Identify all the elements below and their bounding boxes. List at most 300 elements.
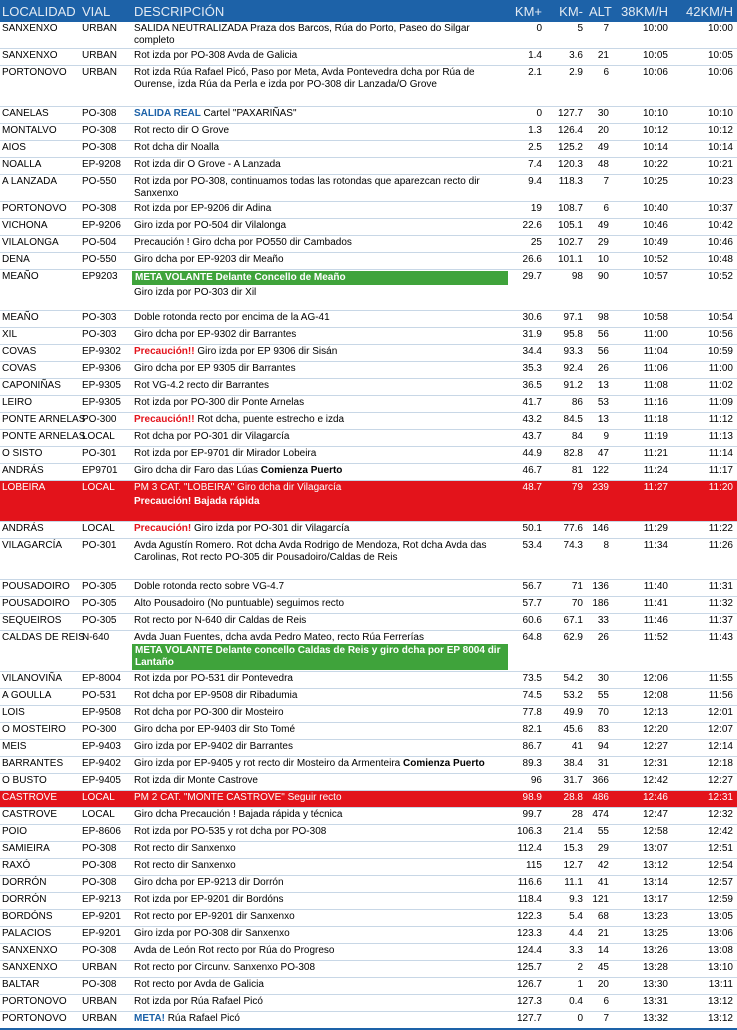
cell-localidad: PORTONOVO (0, 66, 80, 107)
description-text: META! (134, 1013, 168, 1024)
cell-localidad: PORTONOVO (0, 202, 80, 219)
cell-localidad: MEIS (0, 740, 80, 757)
cell-km-minus: 84 (546, 430, 587, 447)
cell-descripcion (132, 236, 508, 253)
description-text: Giro dcha por EP 9305 dir Barrantes (134, 363, 296, 374)
cell-km-minus: 118.3 (546, 175, 587, 202)
cell-42kmh: 12:18 (672, 757, 737, 774)
cell-descripcion (132, 995, 508, 1012)
cell-42kmh: 11:55 (672, 672, 737, 689)
cell-42kmh: 10:37 (672, 202, 737, 219)
description-text: Giro dcha por EP-9203 dir Meaño (134, 254, 284, 265)
cell-alt: 26 (587, 362, 615, 379)
cell-localidad: BORDÓNS (0, 910, 80, 927)
cell-38kmh: 13:14 (615, 876, 672, 893)
cell-38kmh: 11:52 (615, 631, 672, 672)
cell-42kmh: 10:59 (672, 345, 737, 362)
description-text: PM 3 CAT. "LOBEIRA" Giro dcha dir Vilagarcía (134, 482, 342, 493)
description-text: Rot izda Rúa Rafael Picó, Paso por Meta, Avda Pontevedra dcha por Rúa de Ourense, izda Rúa da Perla e izda por PO-308 dir Lanzada/O Grove (134, 67, 475, 90)
cell-km-minus: 98 (546, 270, 587, 311)
description-text: Giro izda por PO-301 dir Vilagarcía (194, 523, 350, 534)
cell-localidad: LOIS (0, 706, 80, 723)
cell-38kmh: 10:58 (615, 311, 672, 328)
cell-alt: 33 (587, 614, 615, 631)
cell-localidad: PONTE ARNELAS (0, 430, 80, 447)
table-row (0, 107, 737, 124)
cell-vial: EP-9305 (80, 396, 132, 413)
header-38kmh: 38KM/H (615, 0, 672, 22)
description-text: Rúa Rafael Picó (167, 1013, 240, 1024)
table-row (0, 740, 737, 757)
description-text: PM 2 CAT. "MONTE CASTROVE" Seguir recto (134, 792, 342, 803)
table-row (0, 124, 737, 141)
cell-alt: 31 (587, 757, 615, 774)
cell-vial: EP-9306 (80, 362, 132, 379)
cell-localidad: COVAS (0, 345, 80, 362)
cell-km-plus: 60.6 (508, 614, 546, 631)
cell-vial: PO-308 (80, 124, 132, 141)
cell-km-minus: 9.3 (546, 893, 587, 910)
meta-volante-banner: META VOLANTE Delante concello Caldas de Reis y giro dcha por EP 8004 dir Lantaño (132, 644, 508, 670)
cell-localidad: DENA (0, 253, 80, 270)
cell-km-plus: 50.1 (508, 522, 546, 539)
cell-alt: 6 (587, 66, 615, 107)
cell-alt: 13 (587, 379, 615, 396)
cell-descripcion (132, 311, 508, 328)
cell-localidad: CAPONIÑAS (0, 379, 80, 396)
cell-vial: PO-308 (80, 978, 132, 995)
cell-42kmh: 12:31 (672, 791, 737, 808)
cell-km-minus: 31.7 (546, 774, 587, 791)
cell-descripcion (132, 978, 508, 995)
cell-vial: URBAN (80, 1012, 132, 1030)
cell-42kmh: 12:01 (672, 706, 737, 723)
cell-km-minus: 82.8 (546, 447, 587, 464)
table-row (0, 631, 737, 672)
description-text: Alto Pousadoiro (No puntuable) seguimos recto (134, 598, 345, 609)
cell-vial: PO-301 (80, 539, 132, 580)
cell-localidad: POUSADOIRO (0, 597, 80, 614)
meta-volante-banner: META VOLANTE Delante Concello de Meaño (132, 271, 508, 285)
cell-42kmh: 12:59 (672, 893, 737, 910)
cell-descripcion (132, 328, 508, 345)
cell-alt: 48 (587, 158, 615, 175)
description-text: Rot izda dir O Grove - A Lanzada (134, 159, 281, 170)
cell-38kmh: 13:17 (615, 893, 672, 910)
cell-vial: PO-308 (80, 859, 132, 876)
cell-38kmh: 12:42 (615, 774, 672, 791)
cell-descripcion (132, 859, 508, 876)
cell-km-minus: 28.8 (546, 791, 587, 808)
table-row (0, 757, 737, 774)
cell-38kmh: 10:14 (615, 141, 672, 158)
cell-km-plus: 0 (508, 107, 546, 124)
cell-localidad: ANDRÁS (0, 522, 80, 539)
cell-alt: 146 (587, 522, 615, 539)
table-row (0, 580, 737, 597)
cell-42kmh: 13:12 (672, 1012, 737, 1030)
table-row (0, 961, 737, 978)
cell-localidad: NOALLA (0, 158, 80, 175)
cell-km-plus: 115 (508, 859, 546, 876)
cell-vial: PO-303 (80, 311, 132, 328)
cell-descripcion (132, 757, 508, 774)
description-text: Rot recto por Avda de Galicia (134, 979, 264, 990)
cell-38kmh: 10:40 (615, 202, 672, 219)
description-text: Comienza Puerto (403, 758, 485, 769)
cell-38kmh: 13:23 (615, 910, 672, 927)
cell-km-plus: 98.9 (508, 791, 546, 808)
cell-descripcion (132, 597, 508, 614)
cell-alt: 121 (587, 893, 615, 910)
cell-localidad: POIO (0, 825, 80, 842)
cell-localidad: ANDRÁS (0, 464, 80, 481)
description-text: Rot VG-4.2 recto dir Barrantes (134, 380, 270, 391)
cell-descripcion (132, 893, 508, 910)
cell-localidad: SAMIEIRA (0, 842, 80, 859)
table-row (0, 464, 737, 481)
description-text: Rot izda por PO-308, continuamos todas las rotondas que aparezcan recto dir Sanxenxo (134, 176, 480, 199)
cell-42kmh: 11:37 (672, 614, 737, 631)
cell-descripcion (132, 396, 508, 413)
cell-descripcion (132, 910, 508, 927)
table-row (0, 270, 737, 311)
cell-42kmh: 13:11 (672, 978, 737, 995)
cell-42kmh: 13:12 (672, 995, 737, 1012)
cell-alt: 21 (587, 927, 615, 944)
cell-vial: EP9203 (80, 270, 132, 311)
cell-km-plus: 22.6 (508, 219, 546, 236)
table-row (0, 345, 737, 362)
cell-km-minus: 3.3 (546, 944, 587, 961)
header-km-minus: KM- (546, 0, 587, 22)
cell-descripcion (132, 464, 508, 481)
cell-km-minus: 77.6 (546, 522, 587, 539)
cell-vial: LOCAL (80, 791, 132, 808)
cell-km-plus: 29.7 (508, 270, 546, 311)
cell-descripcion (132, 447, 508, 464)
cell-38kmh: 11:16 (615, 396, 672, 413)
cell-km-plus: 1.3 (508, 124, 546, 141)
cell-42kmh: 11:22 (672, 522, 737, 539)
table-row (0, 413, 737, 430)
cell-alt: 7 (587, 175, 615, 202)
cell-42kmh: 11:31 (672, 580, 737, 597)
cell-descripcion (132, 631, 508, 672)
cell-descripcion (132, 614, 508, 631)
table-row (0, 253, 737, 270)
cell-38kmh: 13:32 (615, 1012, 672, 1030)
table-row (0, 689, 737, 706)
cell-localidad: O BUSTO (0, 774, 80, 791)
cell-localidad: BARRANTES (0, 757, 80, 774)
cell-km-minus: 12.7 (546, 859, 587, 876)
cell-vial: PO-308 (80, 141, 132, 158)
cell-km-plus: 2.1 (508, 66, 546, 107)
cell-km-minus: 120.3 (546, 158, 587, 175)
cell-42kmh: 10:48 (672, 253, 737, 270)
cell-vial: EP-8004 (80, 672, 132, 689)
cell-alt: 49 (587, 141, 615, 158)
cell-km-minus: 38.4 (546, 757, 587, 774)
header-vial: VIAL (80, 0, 132, 22)
cell-38kmh: 11:00 (615, 328, 672, 345)
cell-alt: 94 (587, 740, 615, 757)
cell-alt: 98 (587, 311, 615, 328)
header-42kmh: 42KM/H (672, 0, 737, 22)
cell-42kmh: 10:21 (672, 158, 737, 175)
cell-localidad: SANXENXO (0, 944, 80, 961)
description-text: Doble rotonda recto por encima de la AG-41 (134, 312, 330, 323)
table-row (0, 808, 737, 825)
description-text: Avda de León Rot recto por Rúa do Progreso (134, 945, 335, 956)
cell-38kmh: 13:07 (615, 842, 672, 859)
cell-alt: 42 (587, 859, 615, 876)
cell-42kmh: 13:06 (672, 927, 737, 944)
cell-38kmh: 11:24 (615, 464, 672, 481)
cell-alt: 21 (587, 49, 615, 66)
cell-km-plus: 44.9 (508, 447, 546, 464)
cell-38kmh: 12:46 (615, 791, 672, 808)
cell-km-plus: 53.4 (508, 539, 546, 580)
cell-alt: 14 (587, 944, 615, 961)
cell-alt: 8 (587, 539, 615, 580)
cell-descripcion (132, 66, 508, 107)
cell-42kmh: 11:13 (672, 430, 737, 447)
table-row (0, 311, 737, 328)
cell-descripcion (132, 774, 508, 791)
description-text: Precaución! (134, 523, 195, 534)
cell-descripcion (132, 961, 508, 978)
cell-vial: EP-9305 (80, 379, 132, 396)
cell-vial: LOCAL (80, 522, 132, 539)
cell-descripcion (132, 270, 508, 311)
cell-42kmh: 10:06 (672, 66, 737, 107)
header-km-plus: KM+ (508, 0, 546, 22)
cell-alt: 83 (587, 723, 615, 740)
cell-localidad: O MOSTEIRO (0, 723, 80, 740)
cell-vial: PO-308 (80, 842, 132, 859)
cell-42kmh: 13:10 (672, 961, 737, 978)
cell-km-plus: 99.7 (508, 808, 546, 825)
cell-38kmh: 11:27 (615, 481, 672, 522)
table-row (0, 825, 737, 842)
cell-alt: 136 (587, 580, 615, 597)
cell-38kmh: 12:27 (615, 740, 672, 757)
cell-km-plus: 1.4 (508, 49, 546, 66)
cell-vial: PO-305 (80, 614, 132, 631)
cell-km-minus: 126.4 (546, 124, 587, 141)
cell-km-minus: 70 (546, 597, 587, 614)
cell-alt: 26 (587, 631, 615, 672)
cell-km-plus: 64.8 (508, 631, 546, 672)
cell-42kmh: 10:23 (672, 175, 737, 202)
table-row (0, 614, 737, 631)
cell-42kmh: 12:54 (672, 859, 737, 876)
table-row (0, 978, 737, 995)
cell-km-minus: 81 (546, 464, 587, 481)
cell-descripcion (132, 723, 508, 740)
cell-vial: LOCAL (80, 808, 132, 825)
cell-km-minus: 125.2 (546, 141, 587, 158)
cell-38kmh: 11:40 (615, 580, 672, 597)
table-row (0, 1012, 737, 1030)
cell-localidad: CASTROVE (0, 808, 80, 825)
cell-km-plus: 112.4 (508, 842, 546, 859)
cell-alt: 486 (587, 791, 615, 808)
cell-localidad: VILAGARCÍA (0, 539, 80, 580)
cell-km-minus: 105.1 (546, 219, 587, 236)
cell-descripcion (132, 706, 508, 723)
cell-alt: 20 (587, 978, 615, 995)
cell-alt: 20 (587, 124, 615, 141)
cell-descripcion (132, 107, 508, 124)
cell-38kmh: 12:13 (615, 706, 672, 723)
cell-localidad: VILALONGA (0, 236, 80, 253)
cell-descripcion (132, 253, 508, 270)
cell-vial: LOCAL (80, 430, 132, 447)
cell-42kmh: 10:56 (672, 328, 737, 345)
cell-alt: 10 (587, 253, 615, 270)
cell-42kmh: 10:14 (672, 141, 737, 158)
cell-descripcion (132, 158, 508, 175)
cell-vial: PO-308 (80, 107, 132, 124)
table-row (0, 791, 737, 808)
cell-descripcion (132, 539, 508, 580)
cell-km-plus: 26.6 (508, 253, 546, 270)
description-text: SALIDA NEUTRALIZADA Praza dos Barcos, Rúa do Porto, Paseo do Silgar completo (134, 23, 470, 46)
cell-vial: EP-9508 (80, 706, 132, 723)
cell-km-plus: 7.4 (508, 158, 546, 175)
header-alt: ALT (587, 0, 615, 22)
cell-42kmh: 10:05 (672, 49, 737, 66)
table-row (0, 219, 737, 236)
cell-km-plus: 48.7 (508, 481, 546, 522)
cell-localidad: VICHONA (0, 219, 80, 236)
cell-localidad: POUSADOIRO (0, 580, 80, 597)
cell-42kmh: 12:14 (672, 740, 737, 757)
description-text: Giro dcha por EP-9302 dir Barrantes (134, 329, 297, 340)
cell-km-minus: 79 (546, 481, 587, 522)
table-row (0, 236, 737, 253)
table-row (0, 859, 737, 876)
cell-localidad: PONTE ARNELAS (0, 413, 80, 430)
description-text: Rot izda dir Monte Castrove (134, 775, 258, 786)
cell-alt: 7 (587, 1012, 615, 1030)
cell-km-plus: 41.7 (508, 396, 546, 413)
cell-km-minus: 2 (546, 961, 587, 978)
description-text: Rot recto dir O Grove (134, 125, 230, 136)
cell-km-minus: 4.4 (546, 927, 587, 944)
cell-localidad: MEAÑO (0, 311, 80, 328)
table-row (0, 481, 737, 522)
cell-descripcion (132, 944, 508, 961)
cell-42kmh: 12:32 (672, 808, 737, 825)
cell-vial: PO-550 (80, 175, 132, 202)
table-body (0, 22, 737, 1029)
cell-38kmh: 10:00 (615, 22, 672, 49)
cell-42kmh: 13:05 (672, 910, 737, 927)
description-text: Rot dcha por PO-300 dir Mosteiro (134, 707, 284, 718)
cell-alt: 239 (587, 481, 615, 522)
cell-alt: 70 (587, 706, 615, 723)
cell-km-minus: 53.2 (546, 689, 587, 706)
table-row (0, 910, 737, 927)
table-row (0, 774, 737, 791)
description-text: Rot recto dir Sanxenxo (134, 860, 236, 871)
description-text: Giro izda por EP 9306 dir Sisán (197, 346, 338, 357)
cell-vial: EP-9201 (80, 910, 132, 927)
cell-km-plus: 96 (508, 774, 546, 791)
table-row (0, 723, 737, 740)
cell-km-plus: 89.3 (508, 757, 546, 774)
cell-42kmh: 10:12 (672, 124, 737, 141)
cell-km-minus: 0 (546, 1012, 587, 1030)
cell-descripcion (132, 580, 508, 597)
cell-km-minus: 71 (546, 580, 587, 597)
cell-localidad: SANXENXO (0, 22, 80, 49)
cell-38kmh: 11:19 (615, 430, 672, 447)
cell-km-plus: 31.9 (508, 328, 546, 345)
table-row (0, 430, 737, 447)
description-text: Rot izda por PO-535 y rot dcha por PO-308 (134, 826, 327, 837)
cell-descripcion (132, 22, 508, 49)
cell-alt: 55 (587, 689, 615, 706)
cell-42kmh: 11:14 (672, 447, 737, 464)
table-row (0, 175, 737, 202)
table-row (0, 672, 737, 689)
cell-km-plus: 106.3 (508, 825, 546, 842)
cell-km-plus: 74.5 (508, 689, 546, 706)
cell-descripcion (132, 175, 508, 202)
cell-km-plus: 56.7 (508, 580, 546, 597)
cell-vial: PO-303 (80, 328, 132, 345)
cell-km-minus: 108.7 (546, 202, 587, 219)
cell-38kmh: 12:06 (615, 672, 672, 689)
cell-km-minus: 102.7 (546, 236, 587, 253)
table-row (0, 202, 737, 219)
cell-vial: EP-9213 (80, 893, 132, 910)
cell-localidad: PORTONOVO (0, 1012, 80, 1030)
cell-alt: 7 (587, 22, 615, 49)
cell-42kmh: 13:08 (672, 944, 737, 961)
cell-alt: 68 (587, 910, 615, 927)
description-text: Giro izda por EP-9402 dir Barrantes (134, 741, 293, 752)
cell-km-minus: 45.6 (546, 723, 587, 740)
cell-km-minus: 21.4 (546, 825, 587, 842)
cell-km-minus: 54.2 (546, 672, 587, 689)
cell-km-plus: 116.6 (508, 876, 546, 893)
cell-km-plus: 30.6 (508, 311, 546, 328)
cell-alt: 56 (587, 345, 615, 362)
description-text: Rot izda por EP-9206 dir Adina (134, 203, 272, 214)
cell-38kmh: 11:29 (615, 522, 672, 539)
cell-km-minus: 127.7 (546, 107, 587, 124)
cell-38kmh: 13:26 (615, 944, 672, 961)
cell-38kmh: 10:25 (615, 175, 672, 202)
cell-localidad: CANELAS (0, 107, 80, 124)
cell-km-minus: 86 (546, 396, 587, 413)
cell-descripcion (132, 672, 508, 689)
cell-km-plus: 43.7 (508, 430, 546, 447)
cell-38kmh: 13:28 (615, 961, 672, 978)
table-row (0, 328, 737, 345)
cell-localidad: CASTROVE (0, 791, 80, 808)
cell-38kmh: 11:41 (615, 597, 672, 614)
cell-km-plus: 122.3 (508, 910, 546, 927)
cell-alt: 47 (587, 447, 615, 464)
cell-km-minus: 93.3 (546, 345, 587, 362)
